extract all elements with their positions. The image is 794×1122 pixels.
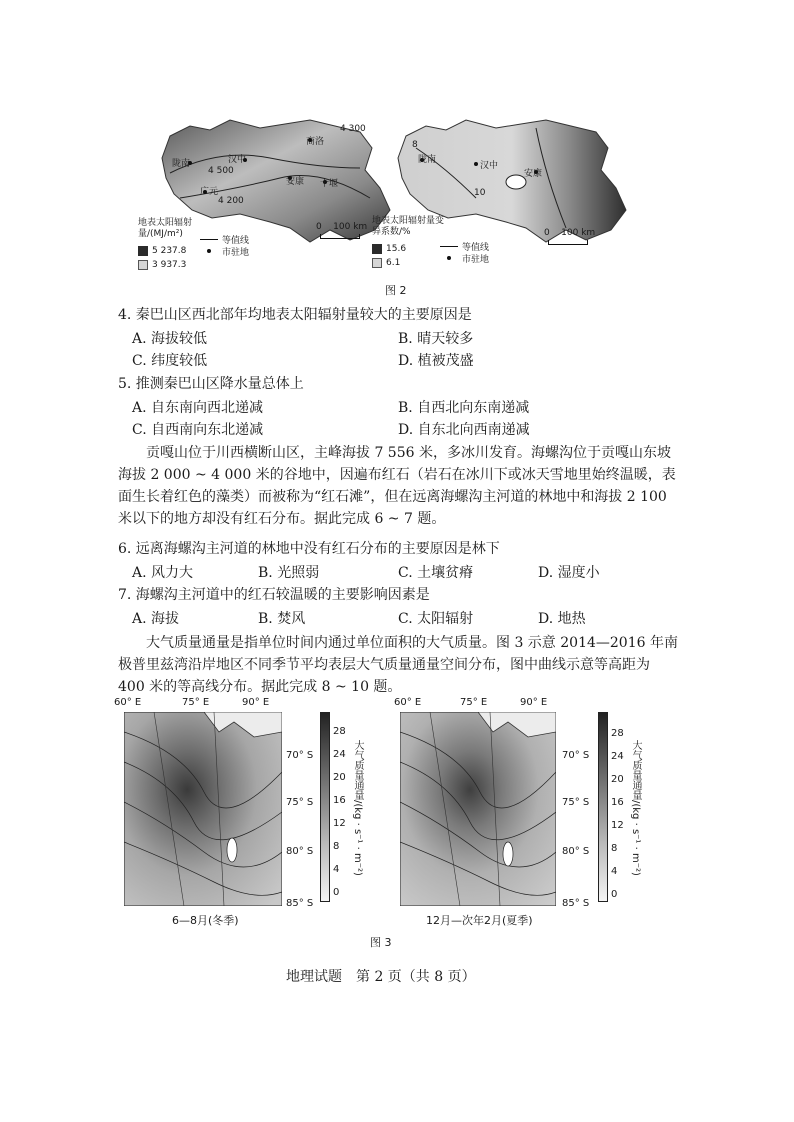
colorbar-tick: 28 xyxy=(611,728,624,739)
passage-gongga: 贡嘎山位于川西横断山区，主峰海拔 7 556 米，多冰川发育。海螺沟位于贡嘎山东坡海拔 2 000 ~ 4 000 米的谷地中，因遍布红石（岩石在冰川下或冰天雪地里始终温暖，表面生长着红色的藻类）而被称为“红石滩”，但在远离海螺沟主河道的林地中和海拔 2 100 米以下的地方却没有红石分布。据此完成 6 ~ 7 题。 xyxy=(118,445,676,527)
scale-bar xyxy=(320,234,360,239)
scale-label: 0 100 km xyxy=(316,222,368,232)
q6-option-a: A. 风力大 xyxy=(132,565,194,581)
lat-label: 85° S xyxy=(286,898,314,909)
colorbar-tick: 4 xyxy=(611,866,618,877)
contour-label: 4 200 xyxy=(218,196,244,206)
colorbar-tick: 12 xyxy=(611,820,624,831)
figure3-caption: 图 3 xyxy=(370,936,392,949)
lat-label: 70° S xyxy=(286,750,314,761)
isoline-symbol xyxy=(200,239,218,240)
winter-flux-map xyxy=(124,712,282,906)
lat-label: 70° S xyxy=(562,750,590,761)
colorbar-tick: 16 xyxy=(611,797,624,808)
place-label: 十堰 xyxy=(320,179,339,189)
contour-label: 4 300 xyxy=(340,124,366,134)
lon-label: 60° E xyxy=(394,697,422,708)
q7-option-a: A. 海拔 xyxy=(132,611,180,627)
q5-option-c: C. 自西南向东北递减 xyxy=(132,422,264,438)
lon-label: 60° E xyxy=(114,697,142,708)
place-label: 商洛 xyxy=(306,137,325,147)
q4-option-d: D. 植被茂盛 xyxy=(398,353,474,369)
legend-min: 3 937.3 xyxy=(152,260,187,270)
page-footer: 地理试题 第 2 页（共 8 页） xyxy=(286,969,476,985)
lat-label: 80° S xyxy=(286,846,314,857)
colorbar-tick: 20 xyxy=(611,774,624,785)
city-dot xyxy=(447,256,451,260)
lon-label: 90° E xyxy=(520,697,548,708)
legend-title: 地表太阳辐射量变异系数/% xyxy=(372,216,445,237)
q7-option-d: D. 地热 xyxy=(538,611,586,627)
q7-option-b: B. 焚风 xyxy=(258,611,306,627)
city-dot xyxy=(207,249,211,253)
lat-label: 75° S xyxy=(562,797,590,808)
figure2-left-legend xyxy=(138,218,378,278)
place-label: 汉中 xyxy=(480,161,499,171)
passage-mass-flux: 大气质量通量是指单位时间内通过单位面积的大气质量。图 3 示意 2014—2016 年南极普里兹湾沿岸地区不同季节平均表层大气质量通量空间分布，图中曲线示意等高距为 400 米的等高线分布。据此完成 8 ~ 10 题。 xyxy=(118,635,678,695)
place-label: 陇南 xyxy=(418,155,437,165)
q4-stem: 4. 秦巴山区西北部年均地表太阳辐射量较大的主要原因是 xyxy=(118,307,472,323)
legend-title: 地表太阳辐射量/(MJ/m²) xyxy=(138,218,193,239)
colorbar-tick: 8 xyxy=(611,843,618,854)
legend-city: 市驻地 xyxy=(222,248,250,258)
figure2-caption: 图 2 xyxy=(385,284,407,297)
place-label: 安康 xyxy=(524,169,543,179)
lat-label: 80° S xyxy=(562,846,590,857)
legend-swatch-min xyxy=(372,258,382,268)
colorbar-tick: 28 xyxy=(333,726,346,737)
q4-option-a: A. 海拔较低 xyxy=(132,331,208,347)
summer-flux-map xyxy=(400,712,556,906)
lon-label: 75° E xyxy=(460,697,488,708)
place-label: 陇南 xyxy=(172,159,191,169)
colorbar-tick: 16 xyxy=(333,795,346,806)
q6-option-c: C. 土壤贫瘠 xyxy=(398,565,474,581)
contour-label: 10 xyxy=(474,188,486,198)
place-label: 广元 xyxy=(200,187,219,197)
q5-option-d: D. 自东北向西南递减 xyxy=(398,422,530,438)
q5-stem: 5. 推测秦巴山区降水量总体上 xyxy=(118,376,304,392)
scale-bar xyxy=(548,240,588,245)
legend-isoline: 等值线 xyxy=(222,236,250,246)
scale-label: 0 100 km xyxy=(544,228,596,238)
colorbar-tick: 4 xyxy=(333,864,340,875)
legend-swatch-max xyxy=(138,246,148,256)
colorbar-tick: 0 xyxy=(333,887,340,898)
q4-option-c: C. 纬度较低 xyxy=(132,353,208,369)
colorbar-label: 大气质量通量/(kg · s⁻¹ · m⁻²) xyxy=(352,740,363,876)
lon-label: 75° E xyxy=(182,697,210,708)
q4-option-b: B. 晴天较多 xyxy=(398,331,474,347)
legend-isoline: 等值线 xyxy=(462,243,490,253)
summer-colorbar xyxy=(598,712,608,902)
colorbar-tick: 20 xyxy=(333,772,346,783)
place-label: 汉中 xyxy=(228,155,247,165)
lat-label: 85° S xyxy=(562,898,590,909)
winter-caption: 6—8月(冬季) xyxy=(172,914,239,927)
q6-stem: 6. 远离海螺沟主河道的林地中没有红石分布的主要原因是林下 xyxy=(118,541,500,557)
winter-colorbar xyxy=(320,712,330,902)
legend-max: 5 237.8 xyxy=(152,246,187,256)
isoline-symbol xyxy=(440,246,458,247)
contour-label: 8 xyxy=(412,140,418,150)
place-label: 安康 xyxy=(286,177,305,187)
contour-label: 4 500 xyxy=(208,166,234,176)
colorbar-label: 大气质量通量/(kg · s⁻¹ · m⁻²) xyxy=(630,740,641,876)
q5-option-a: A. 自东南向西北递减 xyxy=(132,400,264,416)
colorbar-tick: 8 xyxy=(333,841,340,852)
q7-option-c: C. 太阳辐射 xyxy=(398,611,474,627)
legend-max: 15.6 xyxy=(386,244,407,254)
summer-caption: 12月—次年2月(夏季) xyxy=(426,914,533,927)
colorbar-tick: 0 xyxy=(611,889,618,900)
colorbar-tick: 24 xyxy=(611,751,624,762)
legend-min: 6.1 xyxy=(386,258,401,268)
figure2-right-legend xyxy=(372,216,632,276)
q5-option-b: B. 自西北向东南递减 xyxy=(398,400,530,416)
legend-swatch-max xyxy=(372,244,382,254)
lon-label: 90° E xyxy=(242,697,270,708)
lat-label: 75° S xyxy=(286,797,314,808)
legend-swatch-min xyxy=(138,260,148,270)
colorbar-tick: 12 xyxy=(333,818,346,829)
legend-city: 市驻地 xyxy=(462,255,490,265)
q6-option-b: B. 光照弱 xyxy=(258,565,320,581)
q7-stem: 7. 海螺沟主河道中的红石较温暖的主要影响因素是 xyxy=(118,587,430,603)
q6-option-d: D. 湿度小 xyxy=(538,565,600,581)
colorbar-tick: 24 xyxy=(333,749,346,760)
